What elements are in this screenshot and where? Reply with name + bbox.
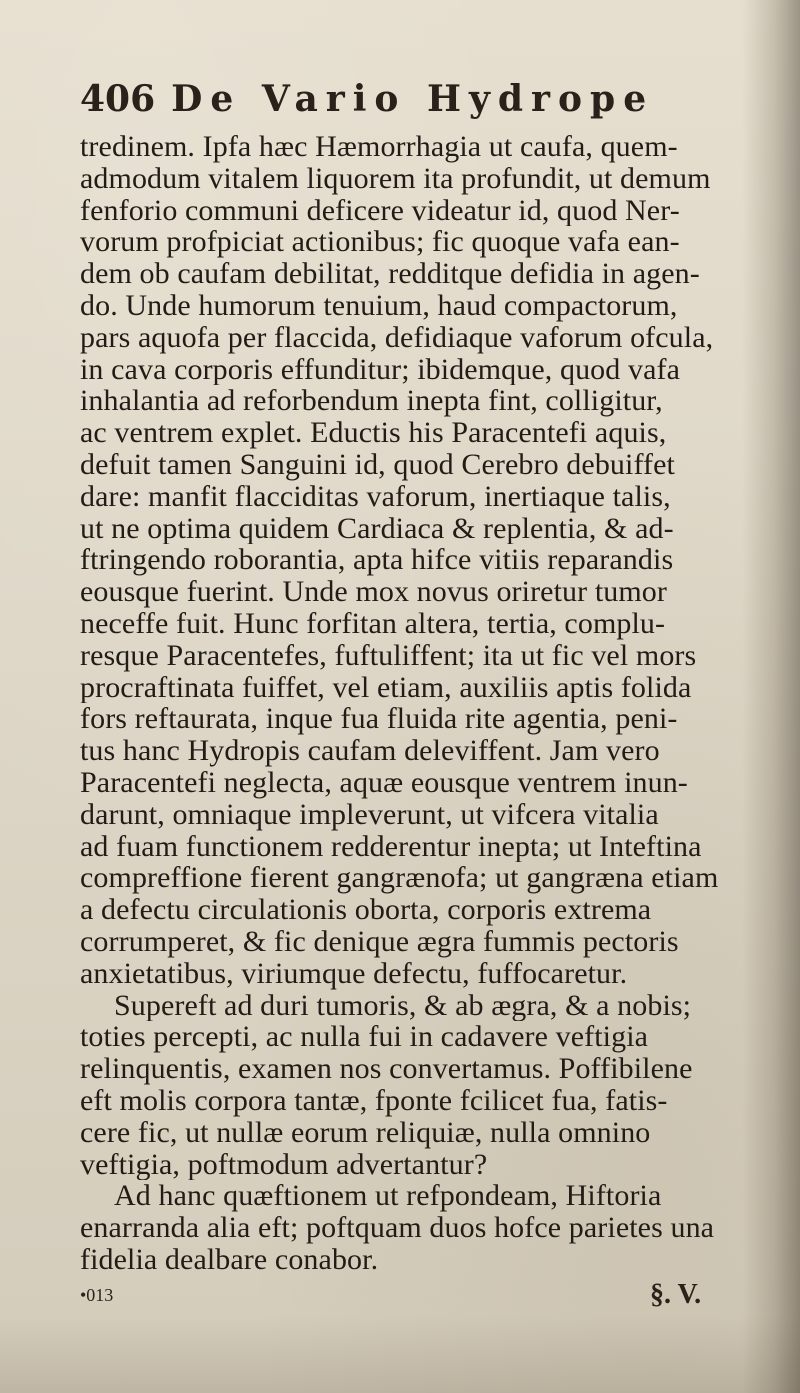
text-line: corrumperet, & fic denique ægra fummis pectoris (80, 925, 679, 958)
text-line: ut ne optima quidem Cardiaca & replentia, & ad- (80, 512, 674, 545)
text-line: inhalantia ad reforbendum inepta fint, colligitur, (80, 385, 663, 418)
page-number: 406 (80, 78, 156, 120)
text-line: relinquentis, examen nos convertamus. Poffibilene (80, 1053, 693, 1085)
text-line: fors reftaurata, inque fua fluida rite agentia, peni- (80, 703, 678, 736)
text-line: anxietatibus, viriumque defectu, fuffocaretur. (80, 957, 628, 990)
text-line: admodum vitalem liquorem ita profundit, ut demum (80, 162, 711, 195)
text-line: fenforio communi deficere videatur id, quod Ner- (80, 194, 680, 227)
text-line: veftigia, poftmodum advertantur? (80, 1148, 488, 1181)
text-line: darunt, omniaque impleverunt, ut vifcera vitalia (80, 798, 659, 831)
text-line: compreffione fierent gangrænofa; ut gangræna etiam (80, 862, 719, 895)
text-line: dare: manfit flacciditas vaforum, inertiaque talis, (80, 480, 671, 513)
text-line: dem ob caufam debilitat, redditque defidia in agen- (80, 258, 700, 290)
running-header (80, 74, 700, 124)
text-line: enarranda alia eft; poftquam duos hofce parietes una (80, 1212, 715, 1244)
text-line: cere fic, ut nullæ eorum reliquiæ, nulla omnino (80, 1116, 651, 1149)
text-line: eousque fuerint. Unde mox novus oriretur tumor (80, 576, 667, 608)
text-line: defuit tamen Sanguini id, quod Cerebro debuiffet (80, 448, 675, 481)
text-line: fidelia dealbare conabor. (80, 1243, 379, 1276)
text-line: toties percepti, ac nulla fui in cadavere veftigia (80, 1021, 649, 1054)
page-edge-shadow (742, 0, 800, 1393)
text-line: do. Unde humorum tenuium, haud compactorum, (80, 289, 678, 322)
text-line: ftringendo roborantia, apta hifce vitiis reparandis (80, 544, 674, 577)
page-footer (80, 1278, 730, 1312)
page-bottom-shadow (0, 1315, 800, 1393)
text-line: pars aquofa per flaccida, defidiaque vaforum ofcula, (80, 321, 714, 354)
text-line: Supereft ad duri tumoris, & ab ægra, & a nobis; (114, 989, 692, 1022)
text-line: resque Paracentefes, fuftuliffent; ita ut fic vel mors (80, 639, 697, 672)
folio-mark: •013 (80, 1284, 114, 1305)
text-line: vorum profpiciat actionibus; fic quoque vafa ean- (80, 226, 680, 259)
running-title: De Vario Hydrope (171, 78, 655, 120)
text-line: ac ventrem explet. Eductis his Paracentefi aquis, (80, 417, 667, 449)
text-line: tus hanc Hydropis caufam deleviffent. Jam vero (80, 735, 660, 767)
text-line: Paracentefi neglecta, aquæ eousque ventrem inun- (80, 766, 688, 799)
text-line: eft molis corpora tantæ, fponte fcilicet fua, fatis- (80, 1084, 668, 1117)
body-text (80, 131, 730, 1312)
catchword: §. V. (650, 1278, 702, 1310)
text-line: neceffe fuit. Hunc forfitan altera, tertia, complu- (80, 607, 666, 640)
text-line: ad fuam functionem redderentur inepta; ut Inteftina (80, 830, 702, 863)
text-line: in cava corporis effunditur; ibidemque, quod vafa (80, 353, 680, 386)
text-line: Ad hanc quæftionem ut refpondeam, Hiftoria (114, 1180, 662, 1213)
text-line: tredinem. Ipfa hæc Hæmorrhagia ut caufa, quem- (80, 131, 678, 163)
text-line: procraftinata fuiffet, vel etiam, auxiliis aptis folida (80, 671, 692, 704)
text-line: a defectu circulationis oborta, corporis extrema (80, 894, 652, 926)
